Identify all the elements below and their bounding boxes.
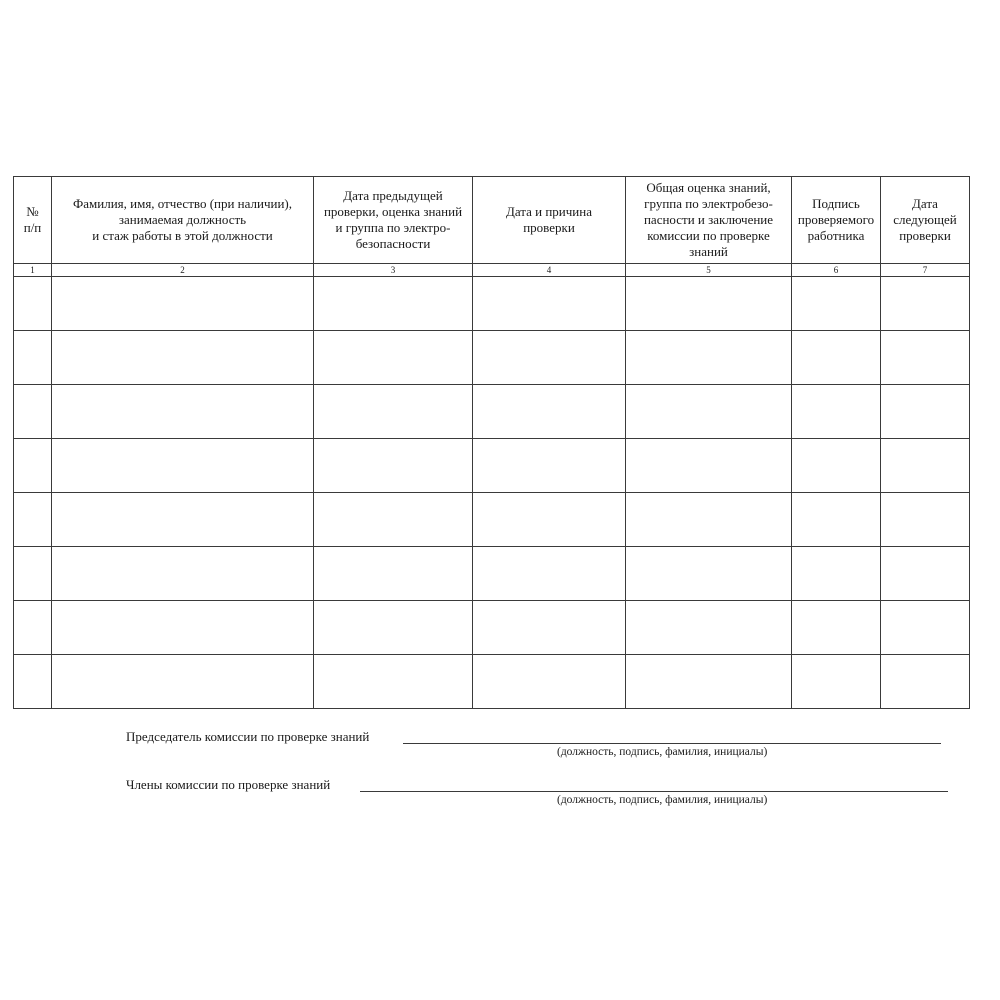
table-cell[interactable] [473,385,626,439]
table-cell[interactable] [14,331,52,385]
header-employee-signature: Подпись проверяемого работника [792,177,881,264]
table-cell[interactable] [881,385,970,439]
table-cell[interactable] [52,277,314,331]
table-cell[interactable] [14,655,52,709]
column-number-row [14,264,970,277]
column-number: 6 [792,264,881,277]
chairman-signature-hint: (должность, подпись, фамилия, инициалы) [557,746,768,758]
table-cell[interactable] [626,601,792,655]
table-cell[interactable] [626,277,792,331]
table-cell[interactable] [881,439,970,493]
table-cell[interactable] [792,385,881,439]
table-cell[interactable] [881,601,970,655]
table-cell[interactable] [473,277,626,331]
table-cell[interactable] [792,601,881,655]
table-cell[interactable] [14,385,52,439]
table-cell[interactable] [52,331,314,385]
table-row [14,385,970,439]
table-cell[interactable] [626,493,792,547]
table-cell[interactable] [626,385,792,439]
header-previous-check: Дата предыдущей проверки, оценка знаний и группа по электро- безопасности [314,177,473,264]
table-cell[interactable] [14,493,52,547]
table-cell[interactable] [52,439,314,493]
members-signature-line[interactable] [360,791,948,792]
table-cell[interactable] [792,277,881,331]
table-cell[interactable] [314,439,473,493]
table-cell[interactable] [473,493,626,547]
table-cell[interactable] [473,439,626,493]
table-cell[interactable] [626,655,792,709]
knowledge-check-journal-table [13,176,970,709]
table-row [14,493,970,547]
table-cell[interactable] [14,277,52,331]
table-cell[interactable] [14,439,52,493]
table-cell[interactable] [792,547,881,601]
table-row [14,439,970,493]
table-cell[interactable] [14,547,52,601]
chairman-signature-line[interactable] [403,743,941,744]
header-number: № п/п [14,177,52,264]
table-row [14,277,970,331]
table-cell[interactable] [792,439,881,493]
table-cell[interactable] [881,547,970,601]
table-cell[interactable] [626,331,792,385]
table-cell[interactable] [314,493,473,547]
table-cell[interactable] [14,601,52,655]
table-header-row [14,177,970,264]
members-label: Члены комиссии по проверке знаний [126,777,331,792]
header-next-check-date: Дата следующей проверки [881,177,970,264]
table-cell[interactable] [881,277,970,331]
table-row [14,547,970,601]
header-check-date-reason: Дата и причина проверки [473,177,626,264]
table-cell[interactable] [881,493,970,547]
table-cell[interactable] [314,655,473,709]
column-number: 2 [52,264,314,277]
table-cell[interactable] [314,385,473,439]
table-cell[interactable] [52,385,314,439]
column-number: 7 [881,264,970,277]
table-cell[interactable] [473,655,626,709]
table-cell[interactable] [52,655,314,709]
table-body [14,277,970,709]
column-number: 3 [314,264,473,277]
table-cell[interactable] [881,331,970,385]
table-cell[interactable] [52,601,314,655]
table-cell[interactable] [626,547,792,601]
column-number: 4 [473,264,626,277]
table-cell[interactable] [881,655,970,709]
table-cell[interactable] [314,547,473,601]
members-signature-hint: (должность, подпись, фамилия, инициалы) [557,794,768,806]
column-number: 5 [626,264,792,277]
table-cell[interactable] [52,547,314,601]
header-full-name-position: Фамилия, имя, отчество (при наличии), занимаемая должность и стаж работы в этой должности [52,177,314,264]
table-cell[interactable] [792,331,881,385]
table-row [14,601,970,655]
table-row [14,331,970,385]
table-cell[interactable] [473,331,626,385]
table-cell[interactable] [314,601,473,655]
header-overall-assessment: Общая оценка знаний, группа по электробезо- пасности и заключение комиссии по проверке знаний [626,177,792,264]
chairman-label: Председатель комиссии по проверке знаний [126,729,370,744]
table-cell[interactable] [626,439,792,493]
table-cell[interactable] [792,493,881,547]
table-cell[interactable] [473,601,626,655]
table-cell[interactable] [314,331,473,385]
table-cell[interactable] [473,547,626,601]
table-cell[interactable] [792,655,881,709]
table-cell[interactable] [314,277,473,331]
table-row [14,655,970,709]
column-number: 1 [14,264,52,277]
table-cell[interactable] [52,493,314,547]
